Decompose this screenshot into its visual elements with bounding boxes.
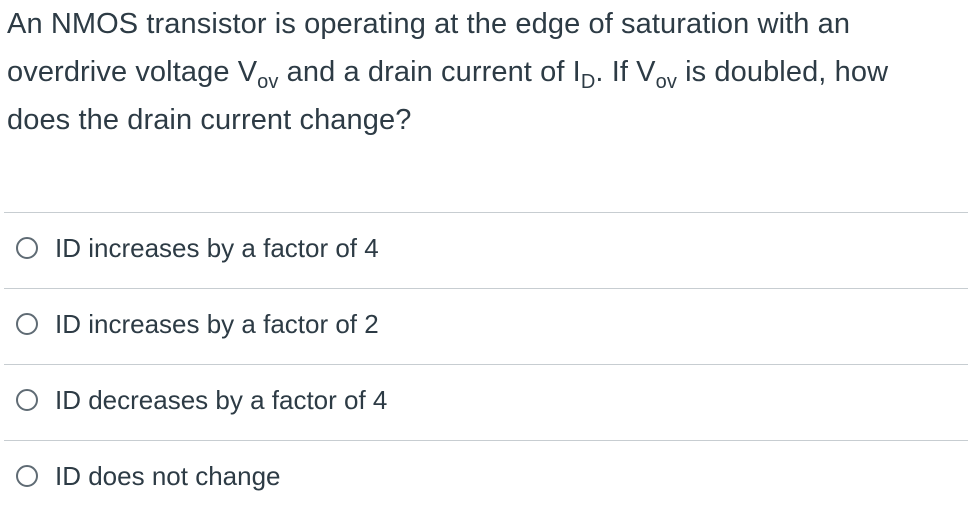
- answer-option-3[interactable]: [4, 364, 968, 440]
- subscript-ov: ov: [257, 71, 279, 93]
- answer-option-2[interactable]: [4, 288, 968, 364]
- radio-button[interactable]: [16, 237, 38, 259]
- answer-label[interactable]: ID increases by a factor of 2: [55, 309, 379, 339]
- answer-list: [4, 212, 968, 522]
- question-line-3: does the drain current change?: [7, 104, 412, 136]
- question-line-1: An NMOS transistor is operating at the edge of saturation with an: [7, 8, 851, 40]
- question-text-fragment: is doubled, how: [676, 56, 889, 88]
- answer-option-1[interactable]: [4, 212, 968, 288]
- subscript-d: D: [580, 71, 596, 93]
- answer-label[interactable]: ID decreases by a factor of 4: [55, 385, 388, 415]
- question-text: [7, 0, 965, 144]
- answer-label[interactable]: ID does not change: [55, 461, 281, 491]
- radio-button[interactable]: [16, 389, 38, 411]
- radio-button[interactable]: [16, 465, 38, 487]
- question-line-2: [7, 48, 965, 96]
- question-text-fragment: overdrive voltage V: [7, 56, 258, 88]
- answer-label[interactable]: ID increases by a factor of 4: [55, 233, 379, 263]
- radio-button[interactable]: [16, 313, 38, 335]
- question-text-fragment: and a drain current of I: [278, 56, 581, 88]
- answer-option-4[interactable]: [4, 440, 968, 522]
- question-text-fragment: . If V: [595, 56, 656, 88]
- subscript-ov: ov: [655, 71, 677, 93]
